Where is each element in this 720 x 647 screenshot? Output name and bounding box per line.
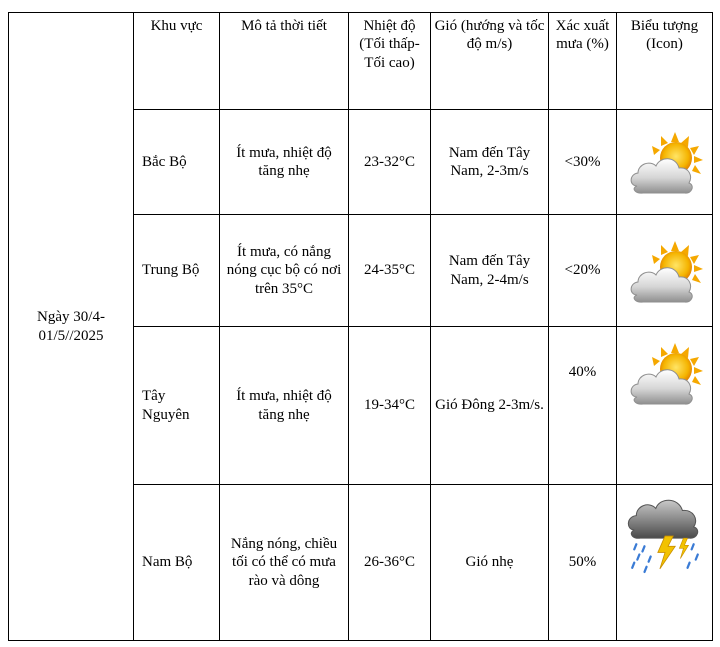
wind-info: Nam đến Tây Nam, 2-3m/s	[431, 110, 549, 215]
weather-icon-cell	[617, 215, 713, 327]
temperature-range: 23-32°C	[349, 110, 431, 215]
weather-icon-cell	[617, 485, 713, 641]
weather-icon-cell	[617, 327, 713, 485]
header-wind: Gió (hướng và tốc độ m/s)	[431, 13, 549, 110]
wind-info: Nam đến Tây Nam, 2-4m/s	[431, 215, 549, 327]
weather-description: Ít mưa, nhiệt độ tăng nhẹ	[220, 110, 349, 215]
rain-probability: <30%	[549, 110, 617, 215]
rain-probability: 50%	[549, 485, 617, 641]
temperature-range: 26-36°C	[349, 485, 431, 641]
weather-forecast-table	[8, 12, 713, 641]
rain-probability: 40%	[549, 327, 617, 485]
header-region: Khu vực	[134, 13, 220, 110]
header-weather: Mô tả thời tiết	[220, 13, 349, 110]
region-name: Trung Bộ	[134, 215, 220, 327]
partly-cloudy-sun-icon	[623, 337, 707, 409]
header-temperature: Nhiệt độ (Tối thấp-Tối cao)	[349, 13, 431, 110]
header-icon: Biểu tượng (Icon)	[617, 13, 713, 110]
thunderstorm-icon	[623, 491, 707, 575]
rain-probability: <20%	[549, 215, 617, 327]
partly-cloudy-sun-icon	[623, 235, 707, 307]
region-name: Tây Nguyên	[134, 327, 220, 485]
wind-info: Gió nhẹ	[431, 485, 549, 641]
weather-description: Nắng nóng, chiều tối có thể có mưa rào và dông	[220, 485, 349, 641]
header-row	[9, 13, 713, 110]
temperature-range: 19-34°C	[349, 327, 431, 485]
weather-icon-cell	[617, 110, 713, 215]
wind-info: Gió Đông 2-3m/s.	[431, 327, 549, 485]
partly-cloudy-sun-icon	[623, 126, 707, 198]
region-name: Nam Bộ	[134, 485, 220, 641]
weather-description: Ít mưa, nhiệt độ tăng nhẹ	[220, 327, 349, 485]
weather-description: Ít mưa, có nắng nóng cục bộ có nơi trên 35°C	[220, 215, 349, 327]
date-range: Ngày 30/4-01/5//2025	[9, 13, 134, 641]
header-rain-probability: Xác xuất mưa (%)	[549, 13, 617, 110]
temperature-range: 24-35°C	[349, 215, 431, 327]
region-name: Bắc Bộ	[134, 110, 220, 215]
